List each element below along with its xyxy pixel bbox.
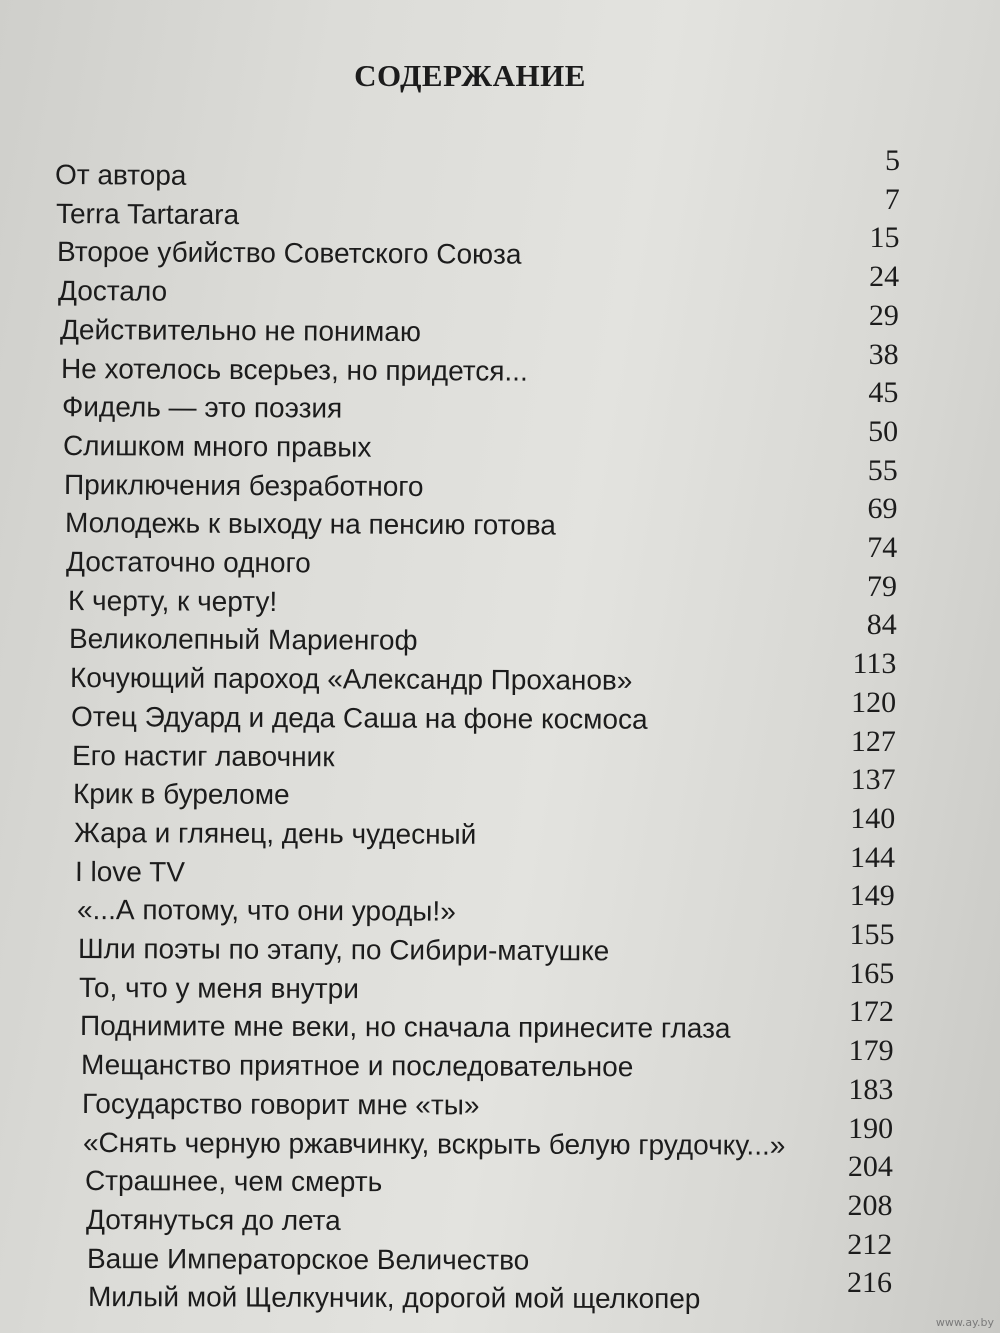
entry-page-number: 212: [847, 1227, 893, 1261]
entry-page-number: 29: [868, 298, 899, 332]
entry-title: К черту, к черту!: [67, 584, 277, 617]
entry-page-number: 172: [848, 995, 894, 1029]
entry-title: Достало: [58, 275, 168, 307]
watermark: www.ay.by: [935, 1316, 994, 1329]
entry-page-number: 45: [868, 376, 899, 410]
entry-page-number: 216: [847, 1266, 892, 1300]
entry-page-number: 120: [851, 685, 897, 719]
entry-title: Крик в буреломе: [73, 778, 290, 811]
contents-title: СОДЕРЖАНИЕ: [354, 58, 586, 93]
entry-title: Второе убийство Советского Союза: [57, 236, 522, 271]
entry-title: Великолепный Мариенгоф: [68, 623, 418, 657]
entry-page-number: 155: [849, 918, 895, 951]
entry-title: Его настиг лавочник: [71, 739, 335, 772]
entry-title: I love TV: [75, 855, 186, 888]
entry-title: «...А потому, что они уроды!»: [76, 894, 456, 927]
entry-page-number: 79: [866, 569, 897, 603]
entry-title: Государство говорит мне «ты»: [82, 1087, 480, 1121]
entry-page-number: 127: [850, 724, 896, 758]
entry-page-number: 38: [868, 337, 899, 371]
entry-title: То, что у меня внутри: [78, 971, 359, 1004]
entry-title: Милый мой Щелкунчик, дорогой мой щелкопер: [87, 1281, 701, 1315]
entry-title: Ваше Императорское Величество: [86, 1242, 530, 1276]
entry-page-number: 113: [852, 647, 897, 681]
entry-page-number: 84: [866, 608, 897, 642]
entry-page-number: 204: [847, 1150, 893, 1184]
entry-page-number: 55: [867, 453, 898, 487]
entry-page-number: 208: [847, 1188, 893, 1222]
entry-page-number: 137: [850, 763, 896, 797]
entry-title: Фидель — это поэзия: [61, 391, 343, 424]
entry-title: Шли поэты по этапу, по Сибири-матушке: [77, 933, 610, 967]
entry-title: Отец Эдуард и деда Саша на фоне космоса: [70, 700, 648, 735]
entry-page-number: 165: [849, 956, 895, 990]
entry-page-number: 144: [850, 840, 896, 874]
entry-title: Слишком много правых: [62, 429, 372, 463]
entry-page-number: 149: [849, 879, 895, 913]
entry-title: Страшнее, чем смерть: [84, 1165, 382, 1198]
entry-title: Поднимите мне веки, но сначала принесите глаза: [79, 1010, 731, 1045]
entry-page-number: 183: [848, 1072, 894, 1106]
entry-page-number: 15: [869, 221, 900, 255]
entry-title: Приключения безработного: [64, 468, 424, 502]
entry-page-number: 74: [867, 531, 898, 564]
toc-entry: [0, 1266, 1000, 1317]
entry-title: Мещанство приятное и последовательное: [81, 1049, 634, 1083]
entry-title: Дотянуться до лета: [85, 1203, 341, 1236]
entry-page-number: 190: [848, 1111, 894, 1145]
entry-title: Terra Tartarara: [56, 197, 240, 230]
entry-page-number: 179: [848, 1034, 894, 1068]
entry-title: «Снять черную ржавчинку, вскрыть белую грудочку...»: [83, 1126, 786, 1161]
entry-page-number: 140: [850, 801, 896, 835]
entry-page-number: 50: [868, 414, 899, 448]
entry-title: Кочующий пароход «Александр Проханов»: [69, 662, 633, 696]
entry-page-number: 7: [884, 182, 900, 216]
entry-title: Молодежь к выходу на пенсию готова: [65, 507, 557, 541]
entry-title: Достаточно одного: [66, 546, 312, 579]
entry-title: Действительно не понимаю: [59, 313, 421, 347]
entry-page-number: 69: [867, 492, 898, 526]
entry-page-number: 24: [869, 260, 900, 294]
entry-page-number: 5: [885, 144, 900, 177]
entry-title: От автора: [54, 159, 187, 191]
entry-title: Жара и глянец, день чудесный: [74, 816, 477, 850]
entry-title: Не хотелось всерьез, но придется...: [60, 352, 528, 387]
